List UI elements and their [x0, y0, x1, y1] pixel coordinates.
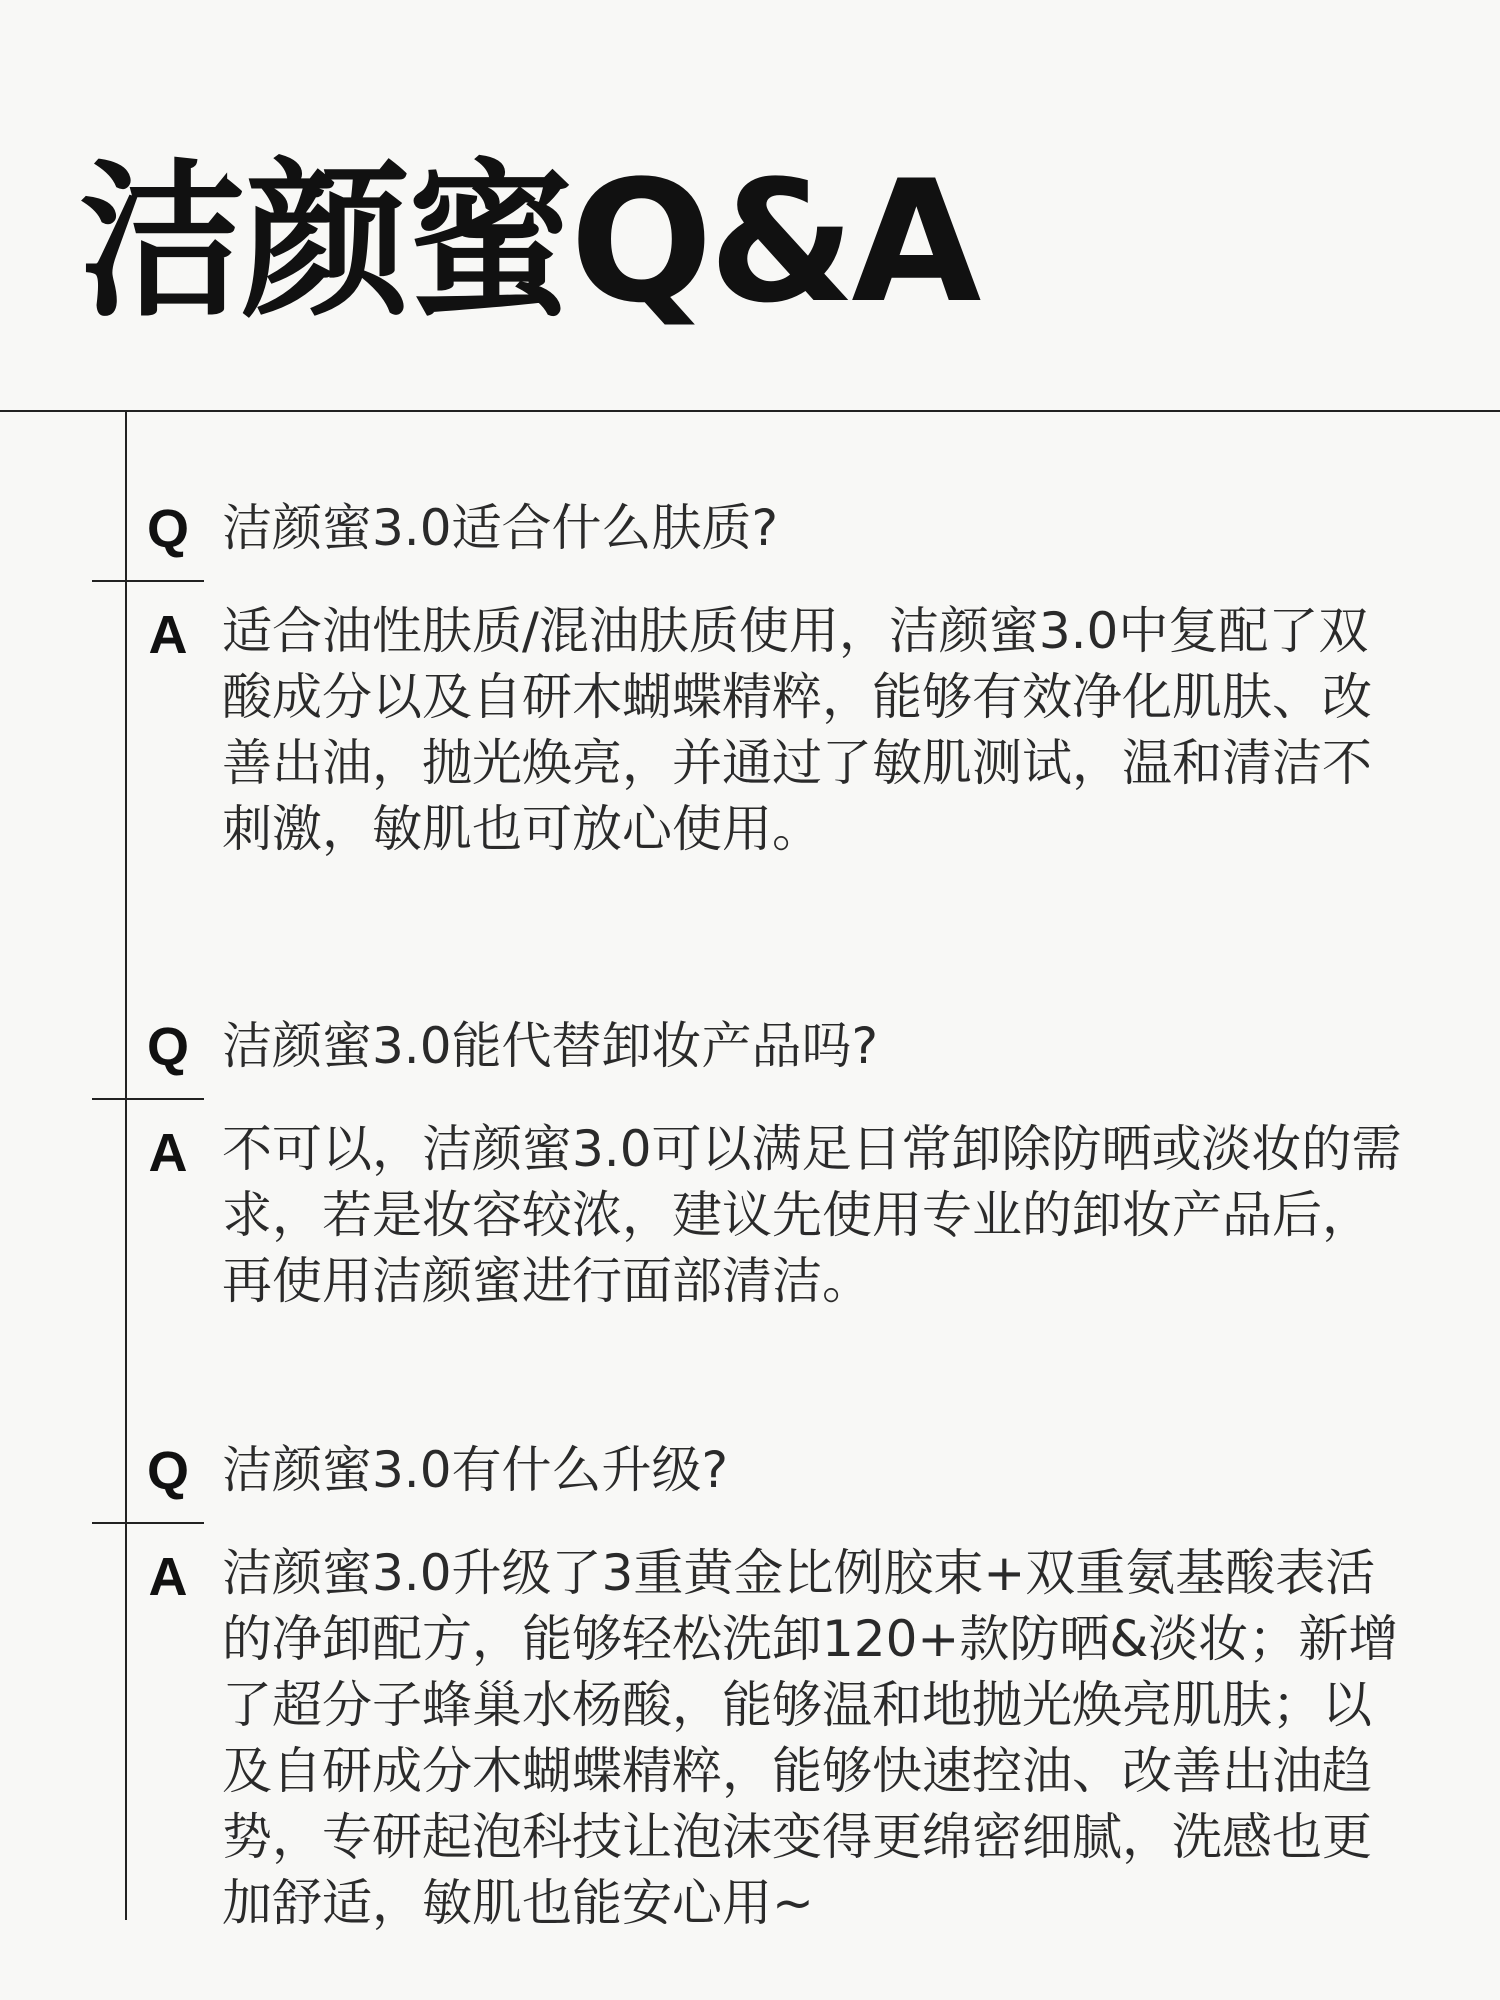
qa-separator-2 [92, 1098, 204, 1100]
answer-mark-1: A [148, 605, 188, 665]
page-title: 洁颜蜜Q&A [78, 144, 978, 340]
question-mark-3: Q [146, 1441, 189, 1501]
title-divider [0, 410, 1500, 412]
qa-separator-1 [92, 580, 204, 582]
qa-separator-3 [92, 1522, 204, 1524]
answer-mark-2: A [148, 1123, 188, 1183]
answer-mark-3: A [148, 1547, 188, 1607]
vertical-rule [125, 410, 127, 1920]
question-1: 洁颜蜜3.0适合什么肤质? [222, 499, 779, 557]
answer-1: 适合油性肤质/混油肤质使用，洁颜蜜3.0中复配了双酸成分以及自研木蝴蝶精粹，能够有效净化肌肤、改善出油，抛光焕亮，并通过了敏肌测试，温和清洁不刺激，敏肌也可放心使用。 [222, 602, 1372, 858]
question-mark-2: Q [146, 1017, 189, 1077]
answer-3: 洁颜蜜3.0升级了3重黄金比例胶束+双重氨基酸表活的净卸配方，能够轻松洗卸120+款防晒&淡妆；新增了超分子蜂巢水杨酸，能够温和地抛光焕亮肌肤；以及自研成分木蝴蝶精粹，能够快速控油、改善出油趋势，专研起泡科技让泡沫变得更绵密细腻，洗感也更加舒适，敏肌也能安心用~ [222, 1544, 1399, 1932]
question-2: 洁颜蜜3.0能代替卸妆产品吗? [222, 1017, 879, 1075]
answer-2: 不可以，洁颜蜜3.0可以满足日常卸除防晒或淡妆的需求，若是妆容较浓，建议先使用专业的卸妆产品后，再使用洁颜蜜进行面部清洁。 [222, 1120, 1402, 1310]
question-3: 洁颜蜜3.0有什么升级? [222, 1441, 729, 1499]
question-mark-1: Q [146, 499, 189, 559]
